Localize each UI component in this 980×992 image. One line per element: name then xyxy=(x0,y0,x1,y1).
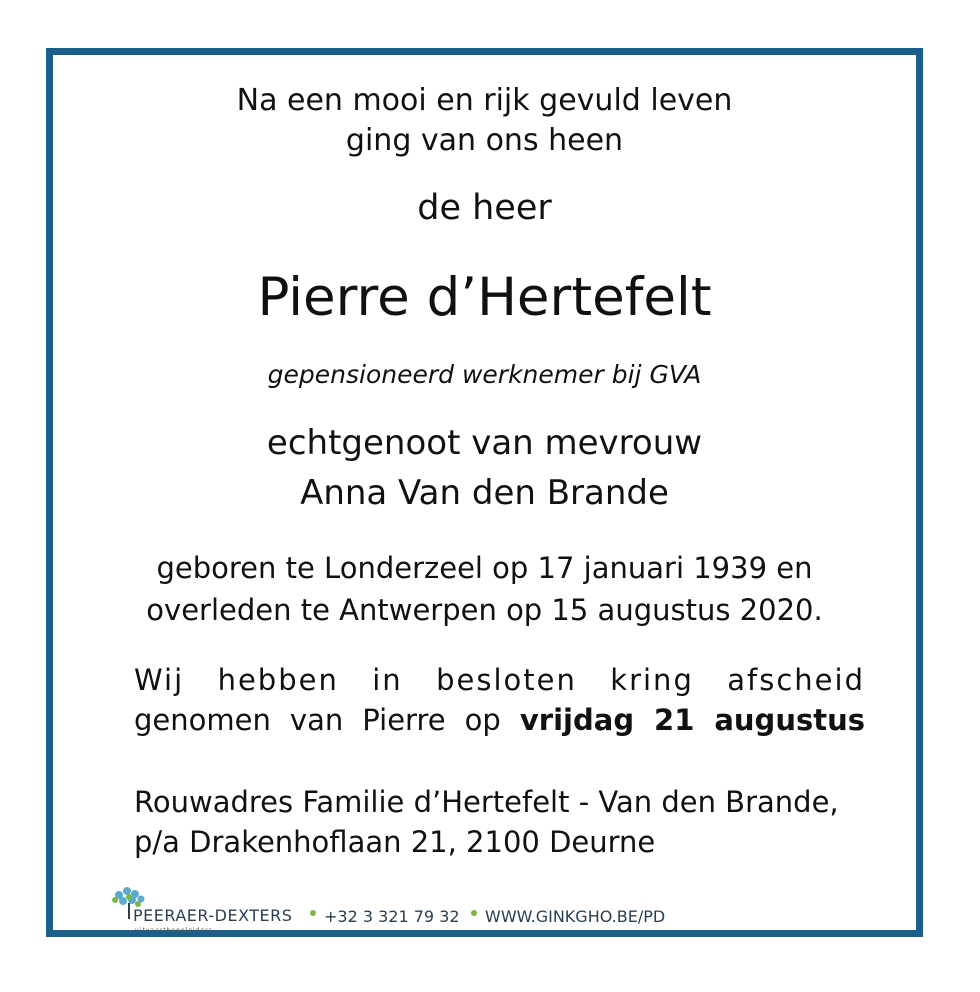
farewell-date: vrijdag 21 augustus xyxy=(519,703,865,737)
spouse-name: Anna Van den Brande xyxy=(300,473,669,513)
farewell-line-2 xyxy=(134,703,865,738)
brand-name: PEERAER-DEXTERS xyxy=(133,906,293,925)
funeral-home-footer xyxy=(107,885,867,935)
farewell-line-1: Wij hebben in besloten kring afscheid xyxy=(134,663,865,697)
phone-number: +32 3 321 79 32 xyxy=(324,907,460,926)
website-link[interactable]: WWW.GINKGHO.BE/PD xyxy=(485,907,666,926)
death-line: overleden te Antwerpen op 15 augustus 2020. xyxy=(146,593,823,627)
honorific: de heer xyxy=(417,188,552,228)
birth-line: geboren te Londerzeel op 17 januari 1939 en xyxy=(156,551,813,585)
separator-dot xyxy=(471,910,477,916)
intro-line-2: ging van ons heen xyxy=(345,123,624,158)
spouse-line-1: echtgenoot van mevrouw xyxy=(266,423,703,463)
deceased-name: Pierre d’Hertefelt xyxy=(257,267,712,328)
occupation: gepensioneerd werknemer bij GVA xyxy=(267,360,702,389)
farewell-prefix: genomen van Pierre op xyxy=(134,703,501,737)
notice-frame xyxy=(46,48,923,937)
address-line-1: Rouwadres Familie d’Hertefelt - Van den Brande, xyxy=(134,785,839,819)
intro-line-1: Na een mooi en rijk gevuld leven xyxy=(236,83,733,118)
address-line-2: p/a Drakenhoflaan 21, 2100 Deurne xyxy=(134,825,656,859)
brand-tagline: uitvaartbegeleiders xyxy=(135,927,213,934)
separator-dot xyxy=(310,910,316,916)
